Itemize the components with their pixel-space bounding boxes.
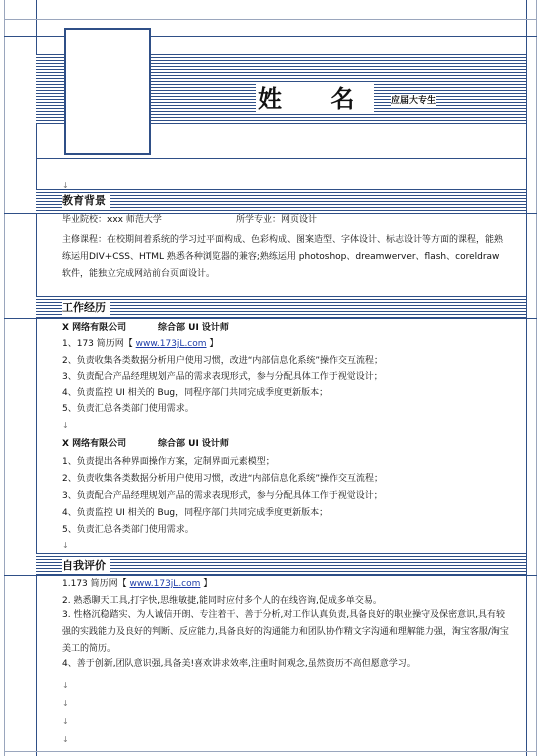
eval-line1-prefix: 1.173 简历网【: [62, 579, 127, 589]
job2-line-1: 1、负责提出各种界面操作方案，定制界面元素模型；: [62, 457, 275, 467]
frame-header-bottom-line: [36, 158, 526, 159]
page-edge-left: [4, 0, 5, 756]
job1-line-4: 4、负责监控 UI 相关的 Bug，同程序部门共同完成季度更新版本；: [62, 388, 329, 398]
work-title: 工作经历: [62, 301, 110, 315]
job2-line-4: 4、负责监控 UI 相关的 Bug，同程序部门共同完成季度更新版本；: [62, 508, 329, 518]
evaluation-line-1: [62, 578, 212, 590]
frame-top-line: [4, 19, 537, 20]
job2-company: X 网络有限公司: [62, 439, 127, 449]
courses-text: 主修课程：在校期间着系统的学习过平面构成、色彩构成、图案造型、字体设计、标志设计等方面的课程，能熟练运用DIV+CSS、HTML 熟悉各种浏览器的兼容;熟练运用 photoshop、dreamwerver、flash、coreldraw 软件，能独立完成网站前台页面设计。: [62, 235, 504, 279]
frame-right-line: [526, 0, 527, 756]
job1-line1-suffix: 】: [209, 339, 219, 349]
evaluation-line-2: 2. 熟悉聊天工具,打字快,思维敏捷,能同时应付多个人的在线咨询,促成多单交易。: [62, 596, 382, 606]
page-edge-right: [536, 0, 537, 756]
work-rule: [4, 318, 537, 319]
job2-line-3: 3、负责配合产品经理规划产品的需求表现形式，参与分配具体工作于视觉设计；: [62, 491, 383, 501]
photo-placeholder[interactable]: [64, 28, 151, 155]
eval-site-link[interactable]: www.173jL.com: [129, 579, 201, 589]
school-label: 毕业院校：xxx 师范大学: [62, 215, 162, 225]
education-title: 教育背景: [62, 194, 110, 208]
return-mark: ↓: [62, 181, 69, 190]
evaluation-rule: [4, 575, 537, 576]
job1-line1-prefix: 1、173 简历网【: [62, 339, 133, 349]
return-mark: ↓: [62, 421, 69, 430]
site-link[interactable]: www.173jL.com: [135, 339, 207, 349]
job1-line-3: 3、负责配合产品经理规划产品的需求表现形式，参与分配具体工作于视觉设计；: [62, 372, 383, 382]
job1-line-2: 2、负责收集各类数据分析用户使用习惯，改进“内部信息化系统”操作交互流程；: [62, 356, 384, 366]
evaluation-line-3: 3. 性格沉稳踏实、为人诚信开朗、专注着干、善于分析,对工作认真负责,具备良好的职业操守及保密意识,具有较强的实践能力及良好的判断、反应能力,具备良好的沟通能力和团队协作精文字沟通和理解能力强，淘宝客服/淘宝美工的简历。: [62, 610, 509, 654]
job1-line-1: [62, 338, 218, 350]
return-mark: ↓: [62, 699, 69, 708]
return-mark: ↓: [62, 681, 69, 690]
eval-line1-suffix: 】: [203, 579, 213, 589]
job1-line-5: 5、负责汇总各类部门使用需求。: [62, 404, 194, 414]
job2-line-2: 2、负责收集各类数据分析用户使用习惯，改进“内部信息化系统”操作交互流程；: [62, 474, 384, 484]
job2-line-5: 5、负责汇总各类部门使用需求。: [62, 525, 194, 535]
graduate-label: 应届大专生: [391, 96, 437, 106]
job2-position: 综合部 UI 设计师: [158, 439, 229, 449]
evaluation-line-4: 4、善于创新,团队意识强,具备美!喜欢讲求效率,注重时间观念,虽然资历不高但愿意学习。: [62, 659, 416, 669]
job1-company: X 网络有限公司: [62, 323, 127, 333]
return-mark: ↓: [62, 541, 69, 550]
return-mark: ↓: [62, 735, 69, 744]
candidate-name: 姓 名: [258, 85, 375, 113]
return-mark: ↓: [62, 717, 69, 726]
evaluation-title: 自我评价: [62, 559, 110, 573]
major-label: 所学专业：网页设计: [236, 215, 318, 225]
job1-position: 综合部 UI 设计师: [158, 323, 229, 333]
frame-bottom-line: [4, 751, 537, 752]
